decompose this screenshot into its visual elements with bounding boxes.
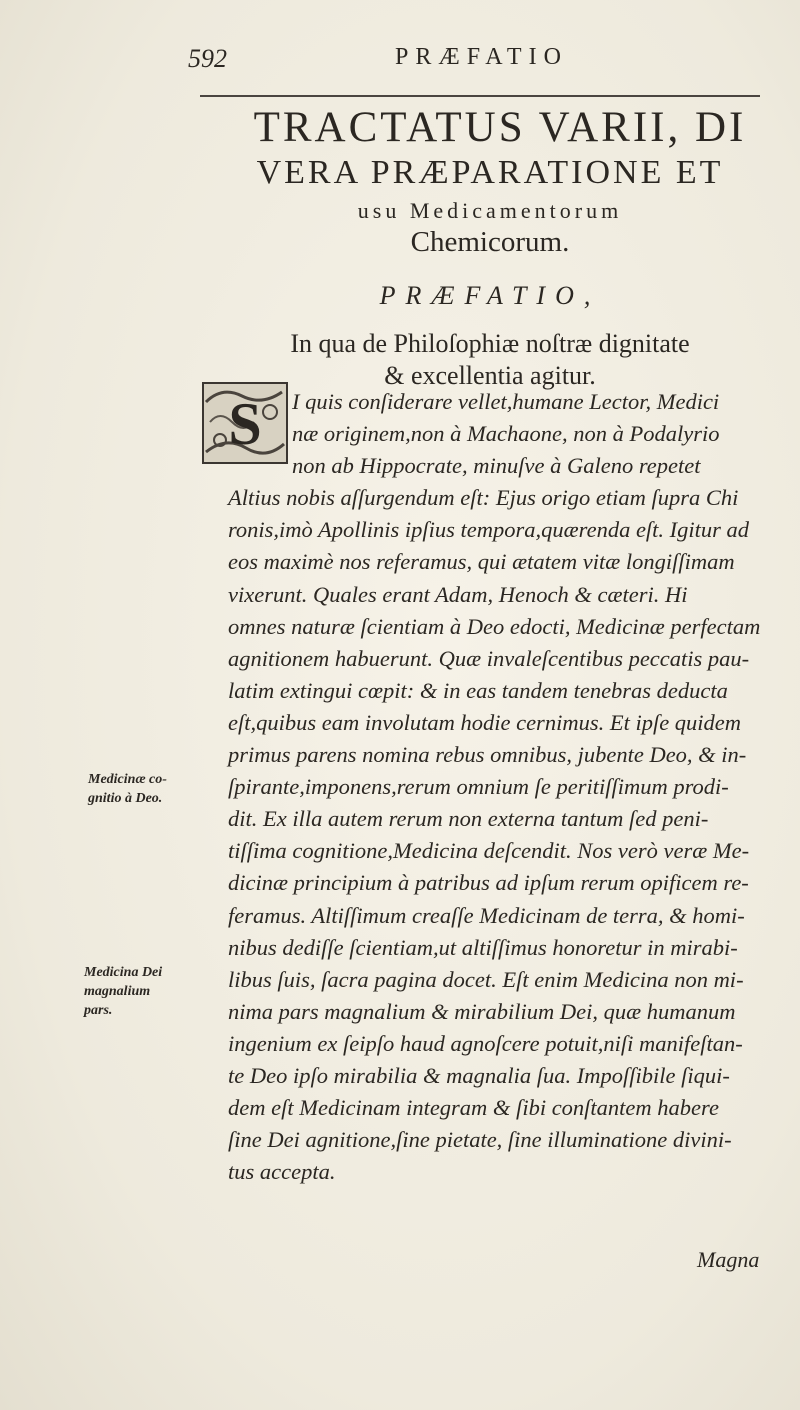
- text-line: ſpirante,imponens,rerum omnium ſe peritiſſimum prodi-: [228, 774, 729, 800]
- page-number: 592: [188, 44, 227, 73]
- text-line: eſt,quibus eam involutam hodie cernimus. Et ipſe quidem: [228, 709, 742, 735]
- text-line: primus parens nomina rebus omnibus, jubente Deo, & in-: [228, 742, 747, 768]
- title-line-4: Chemicorum.: [410, 226, 570, 258]
- margin-note-2: [84, 963, 194, 1020]
- header-rule: [200, 95, 760, 97]
- svg-text:S: S: [228, 391, 262, 457]
- running-head: PRÆFATIO: [395, 44, 568, 70]
- title-line-1: TRACTATUS VARII, DI: [253, 104, 747, 151]
- text-line: non ab Hippocrate, minuſve à Galeno repetet: [292, 453, 701, 479]
- text-line: tiſſima cognitione,Medicina deſcendit. Nos verò veræ Me-: [228, 838, 750, 864]
- text-line: dem eſt Medicinam integram & ſibi conſtantem habere: [228, 1095, 719, 1121]
- text-line: nibus dediſſe ſcientiam,ut altiſſimus honoretur in mirabi-: [228, 934, 738, 960]
- text-line: ſine Dei agnitione,ſine pietate, ſine illuminatione divini-: [228, 1127, 732, 1153]
- text-line: feramus. Altiſſimum creaſſe Medicinam de terra, & homi-: [228, 902, 745, 928]
- text-line: vixerunt. Quales erant Adam, Henoch & cæteri. Hi: [228, 581, 688, 607]
- text-line: ronis,imò Apollinis ipſius tempora,quærenda eſt. Igitur ad: [228, 517, 750, 543]
- margin-note-line: pars.: [84, 1003, 113, 1018]
- text-line: latim extingui cœpit: & in eas tandem tenebras deducta: [228, 677, 728, 703]
- text-line: nima pars magnalium & mirabilium Dei, quæ humanum: [228, 998, 736, 1024]
- text-line: dit. Ex illa autem rerum non externa tantum ſed peni-: [228, 806, 709, 832]
- text-line: I quis conſiderare vellet,humane Lector, Medici: [292, 389, 720, 414]
- text-line: agnitionem habuerunt. Quæ invaleſcentibus peccatis pau-: [228, 645, 750, 671]
- text-line: næ originem,non à Machaone, non à Podalyrio: [292, 421, 720, 447]
- margin-note-line: gnitio à Deo.: [88, 791, 163, 806]
- title-line-2: VERA PRÆPARATIONE ET: [256, 154, 724, 191]
- margin-note-1: [88, 770, 198, 808]
- page-header: [0, 44, 800, 84]
- text-line: dicinæ principium à patribus ad ipſum rerum opificem re-: [228, 870, 749, 896]
- text-line: omnes naturæ ſcientiam à Deo edocti, Medicinæ perfectam: [228, 613, 761, 639]
- text-line: Altius nobis aſſurgendum eſt: Ejus origo etiam ſupra Chi: [228, 485, 739, 511]
- title-line-3: usu Medicamentorum: [357, 198, 623, 223]
- margin-note-line: magnalium: [84, 984, 151, 999]
- margin-note-line: Medicina Dei: [84, 965, 163, 980]
- text-line: te Deo ipſo mirabilia & magnalia ſua. Impoſſibile ſiqui-: [228, 1062, 730, 1088]
- text-line: libus ſuis, ſacra pagina docet. Eſt enim Medicina non mi-: [228, 966, 744, 992]
- preface-body: [228, 386, 788, 1188]
- text-line: eos maximè nos referamus, qui ætatem vitæ longiſſimam: [228, 549, 735, 575]
- subtitle-line-2: & excellentia agitur.: [384, 361, 596, 390]
- subtitle-line-1: In qua de Philoſophiæ noſtræ dignitate: [290, 329, 690, 358]
- text-line: ingenium ex ſeipſo haud agnoſcere potuit,niſi manifeſtan-: [228, 1030, 743, 1056]
- title-block: [180, 103, 800, 391]
- text-line: tus accepta.: [228, 1159, 336, 1185]
- preface-heading: PRÆFATIO,: [379, 281, 601, 310]
- catchword: Magna: [697, 1247, 760, 1272]
- margin-note-line: Medicinæ co-: [88, 772, 167, 787]
